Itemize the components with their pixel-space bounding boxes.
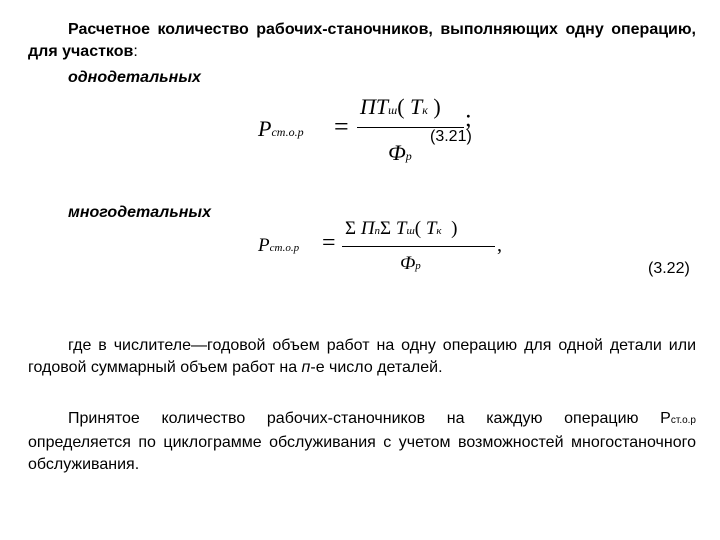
- formula1-numerator: ПТш( Tк ): [360, 94, 441, 119]
- formula2-number: (3.22): [648, 260, 690, 277]
- formula1-equals: =: [334, 112, 349, 141]
- formula2-trail: ,: [497, 234, 502, 256]
- formula2-lhs: Pст.о.р: [258, 235, 300, 256]
- formula2-denominator: Фр: [400, 253, 421, 274]
- formula2-equals: =: [322, 230, 336, 256]
- intro-text: Расчетное количество рабочих-станочников, выполняющих одну операцию, для участков: [28, 21, 696, 60]
- paragraph2-subscript: ст.о.р: [670, 415, 696, 426]
- intro-colon: :: [133, 43, 138, 60]
- paragraph1-text-a: где в числителе—годовой объем работ на одну операцию для одной детали или годовой суммарный объем работ на: [28, 337, 696, 376]
- formula2-numerator: Σ ПпΣ Tш( Tк ): [345, 218, 458, 239]
- paragraph2-text-a: Принятое количество рабочих-станочников на каждую операцию Р: [68, 410, 671, 427]
- formula1-lhs: Pст.о.р: [258, 116, 304, 141]
- paragraph1-text-b: -е число деталей.: [310, 359, 443, 376]
- formula1-denominator: Фр: [388, 140, 412, 165]
- accepted-count-paragraph: [28, 408, 696, 476]
- paragraph1-n: п: [301, 359, 311, 376]
- formula1-trail: ;: [465, 106, 472, 132]
- paragraph2-text-b: определяется по циклограмме обслуживания с учетом возможностей многостаночного обслуживания.: [28, 434, 696, 473]
- case2-label: многодетальных: [68, 204, 211, 221]
- formula1-number: (3.21): [430, 128, 472, 145]
- formula2-fraction-bar: [342, 246, 495, 247]
- case1-label: однодетальных: [68, 69, 201, 86]
- explanation-paragraph: [28, 335, 696, 379]
